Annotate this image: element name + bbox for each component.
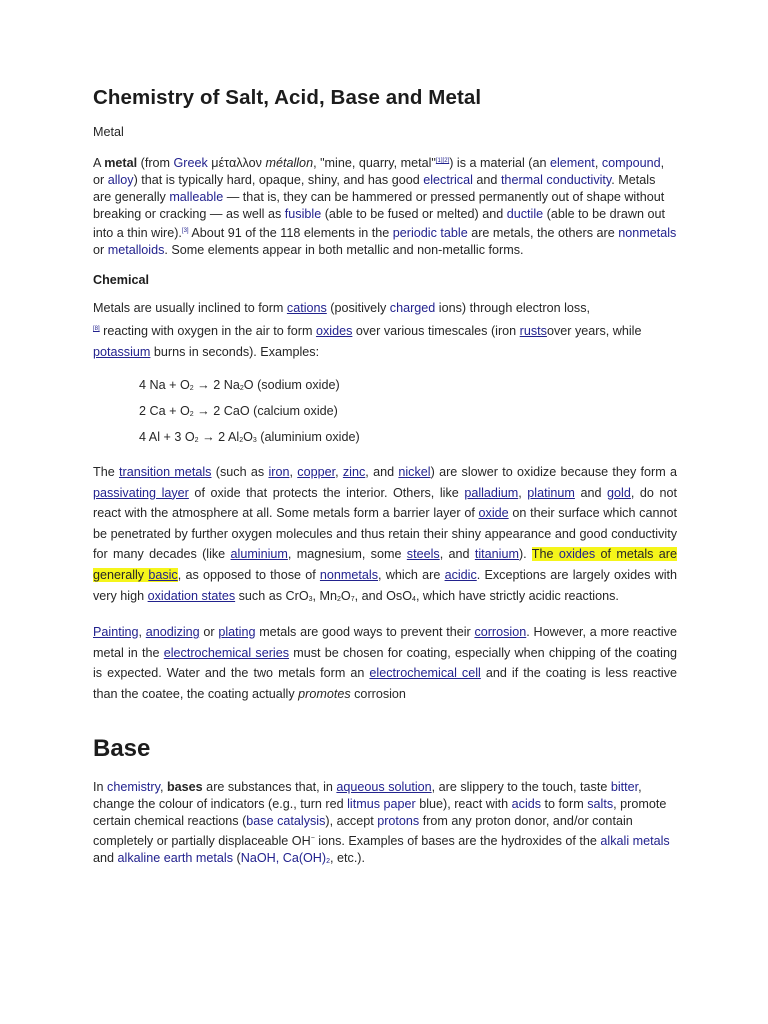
document-title: Chemistry of Salt, Acid, Base and Metal: [93, 86, 482, 109]
text: on their surface which cannot be penetrated by further oxygen molecules and thus retain their shiny appearance and good conductivity for many decades (like: [93, 506, 677, 562]
text: (from: [137, 156, 174, 171]
text: , etc.).: [330, 850, 366, 865]
link-electrochemical-cell[interactable]: electrochemical cell: [369, 666, 481, 681]
subscript: 2: [337, 595, 341, 603]
text: , do not react with the atmosphere at all. Some metals form a barrier layer of: [93, 485, 677, 521]
link-chemistry[interactable]: chemistry: [107, 779, 160, 794]
link-electrochemical-series[interactable]: electrochemical series: [163, 645, 290, 660]
link-greek[interactable]: Greek: [173, 156, 208, 171]
transition-metals-paragraph: [93, 462, 677, 610]
link-potassium[interactable]: potassium: [93, 344, 151, 359]
link-element[interactable]: element: [550, 156, 595, 171]
promotes-term: promotes: [298, 687, 351, 701]
link-electrical[interactable]: electrical: [423, 173, 473, 188]
link-palladium[interactable]: palladium: [464, 485, 519, 500]
text: burns in seconds). Examples:: [150, 344, 320, 359]
text: (able to be fused or melted) and: [321, 207, 507, 222]
text: ,: [518, 485, 528, 500]
link-metalloids[interactable]: metalloids: [107, 243, 165, 258]
equation-calcium-oxide: [139, 400, 677, 426]
text: , and: [439, 547, 475, 562]
text: The: [531, 547, 559, 562]
text: → 2 CaO (calcium oxide): [193, 404, 338, 419]
link-alkaline-earth-metals[interactable]: alkaline earth metals: [117, 850, 234, 865]
link-malleable[interactable]: malleable: [169, 190, 224, 205]
link-bitter[interactable]: bitter: [610, 779, 639, 794]
text: , which have strictly acidic reactions.: [415, 588, 619, 603]
subscript: 7: [350, 595, 355, 603]
text: O: [243, 430, 253, 445]
text: ).: [518, 547, 532, 562]
link-passivating-layer[interactable]: passivating layer: [93, 485, 189, 500]
text: , "mine, quarry, metal": [313, 156, 436, 171]
link-compound[interactable]: compound: [601, 156, 661, 171]
text: (: [233, 850, 241, 865]
text: over years, while: [546, 324, 642, 339]
chemical-paragraph: [93, 298, 677, 362]
link-oxides[interactable]: oxides: [315, 324, 353, 339]
text: or: [199, 625, 219, 640]
text: ), accept: [325, 813, 378, 828]
text: reacting with oxygen in the air to form: [99, 324, 316, 339]
text: O: [340, 588, 351, 603]
text: A: [93, 156, 105, 171]
equation-sodium-oxide: [139, 374, 677, 400]
link-salts[interactable]: salts: [587, 796, 614, 811]
link-fusible[interactable]: fusible: [284, 207, 322, 222]
link-transition-metals[interactable]: transition metals: [119, 465, 212, 480]
link-oxides-highlight[interactable]: oxides: [558, 547, 596, 562]
text: O (sodium oxide): [243, 378, 340, 393]
text: and: [472, 173, 501, 188]
text: , or: [93, 156, 665, 188]
reference-1-2[interactable]: [1][2]: [435, 158, 450, 164]
text: , and: [365, 465, 399, 480]
link-nonmetals-2[interactable]: nonmetals: [319, 568, 379, 583]
link-steels[interactable]: steels: [406, 547, 440, 562]
text: . Metals are generally: [93, 173, 656, 205]
text: and: [574, 485, 608, 500]
link-alkali-metals[interactable]: alkali metals: [600, 833, 670, 848]
text: (positively: [326, 301, 390, 316]
link-anodizing[interactable]: anodizing: [145, 625, 200, 640]
text: Metals are usually inclined to form: [93, 301, 287, 316]
subscript: 2: [194, 437, 199, 445]
text: → 2 Al: [198, 430, 240, 445]
link-painting[interactable]: Painting: [93, 625, 139, 640]
link-corrosion[interactable]: corrosion: [474, 625, 527, 640]
text: and: [93, 850, 118, 865]
equation-aluminium-oxide: [139, 426, 677, 452]
link-protons[interactable]: protons: [377, 813, 420, 828]
text: 4 Al + 3 O: [139, 430, 195, 445]
text: (aluminium oxide): [256, 430, 360, 445]
text: ) that is typically hard, opaque, shiny, and has good: [133, 173, 424, 188]
text: , promote certain chemical reactions (: [93, 796, 667, 828]
link-ductile[interactable]: ductile: [506, 207, 544, 222]
text: are metals, the others are: [467, 226, 619, 241]
link-gold[interactable]: gold: [607, 485, 631, 500]
text: , which are: [378, 568, 445, 583]
link-iron[interactable]: iron: [268, 465, 290, 480]
text: 4 Na + O: [139, 378, 190, 393]
document-page: [93, 84, 677, 882]
text: corrosion: [350, 687, 406, 701]
subscript: 4: [412, 595, 416, 603]
text: → 2 Na: [193, 378, 240, 393]
link-basic[interactable]: basic: [148, 568, 178, 583]
text: over various timescales (iron: [352, 324, 520, 339]
text: ) is a material (an: [449, 156, 550, 171]
link-nickel[interactable]: nickel: [398, 465, 431, 480]
text: such as CrO: [235, 588, 309, 603]
text: ions. Examples of bases are the hydroxides of the: [314, 833, 601, 848]
text: About 91 of the 118 elements in the: [188, 226, 393, 241]
text: . However, a more reactive metal in the: [93, 625, 677, 660]
text: or: [93, 243, 108, 258]
link-plating[interactable]: plating: [218, 625, 256, 640]
text: μέταλλον: [207, 156, 266, 171]
corrosion-paragraph: [93, 622, 677, 704]
text: — that is, they can be hammered or pressed permanently out of shape without breaking or cracking — as well as: [93, 190, 665, 222]
metal-paragraph: [93, 153, 677, 259]
text: from any proton donor, and/or contain completely or partially displaceable OH: [93, 813, 633, 848]
text: , change the colour of indicators (e.g., turn red: [93, 779, 642, 811]
subscript: 2: [189, 411, 194, 419]
text: . Exceptions are largely oxides with very high: [93, 568, 678, 603]
text: metals are good ways to prevent their: [255, 625, 475, 640]
link-nonmetals[interactable]: nonmetals: [618, 226, 677, 241]
base-paragraph: [93, 779, 677, 870]
link-acids[interactable]: acids: [511, 796, 542, 811]
text: (able to be drawn out into a thin wire).: [93, 207, 665, 241]
text: blue), react with: [415, 796, 512, 811]
text: ,: [594, 156, 602, 171]
link-charged[interactable]: charged: [389, 301, 436, 316]
text: , magnesium, some: [287, 547, 407, 562]
link-zinc[interactable]: zinc: [342, 465, 366, 480]
text: ,: [159, 779, 167, 794]
link-periodic-table[interactable]: periodic table: [392, 226, 468, 241]
link-aluminium[interactable]: aluminium: [230, 547, 288, 562]
link-acidic[interactable]: acidic: [444, 568, 477, 583]
text: ,: [289, 465, 298, 480]
link-thermal-conductivity[interactable]: thermal conductivity: [500, 173, 612, 188]
subscript: 2: [326, 857, 331, 865]
text: In: [93, 779, 108, 794]
text: NaOH, Ca(OH): [240, 850, 327, 865]
link-oxidation-states[interactable]: oxidation states: [147, 588, 236, 603]
text: ) are slower to oxidize because they form a: [430, 465, 678, 480]
link-rusts[interactable]: rusts: [519, 324, 547, 339]
chemical-heading: Chemical: [93, 273, 149, 288]
subscript: 3: [252, 437, 257, 445]
text: to form: [541, 796, 588, 811]
equation-list: [93, 374, 677, 452]
metallon-term: métallon: [265, 156, 314, 171]
text: ,: [335, 465, 343, 480]
text: ions) through electron loss,: [435, 301, 591, 316]
text: ,: [138, 625, 146, 640]
link-platinum[interactable]: platinum: [527, 485, 575, 500]
link-aqueous-solution[interactable]: aqueous solution: [336, 779, 432, 794]
link-base-catalysis[interactable]: base catalysis: [246, 813, 326, 828]
link-litmus-paper[interactable]: litmus paper: [347, 796, 416, 811]
text: (such as: [211, 465, 269, 480]
subscript: 2: [239, 385, 244, 393]
text: The: [93, 465, 119, 480]
link-cations[interactable]: cations: [286, 301, 327, 316]
metal-term: metal: [104, 156, 138, 171]
text: , are slippery to the touch, taste: [431, 779, 611, 794]
subscript: 3: [308, 595, 313, 603]
metal-label: Metal: [93, 125, 124, 139]
reference-8[interactable]: [8]: [93, 325, 100, 332]
link-oxide[interactable]: oxide: [478, 506, 509, 521]
text: must be chosen for coating, especially when chipping of the coating is expected. Water and the two metals form an: [93, 645, 677, 681]
text: , as opposed to those of: [177, 568, 320, 583]
text: , and OsO: [354, 588, 413, 603]
subscript: 2: [189, 385, 194, 393]
link-copper[interactable]: copper: [297, 465, 336, 480]
text: , Mn: [312, 588, 338, 603]
text: are substances that, in: [202, 779, 337, 794]
text: 2 Ca + O: [139, 404, 190, 419]
bases-term: bases: [166, 779, 203, 794]
text: . Some elements appear in both metallic and non-metallic forms.: [164, 243, 524, 258]
link-naoh-caoh2[interactable]: [241, 851, 330, 865]
subscript: 2: [239, 437, 244, 445]
text: of oxide that protects the interior. Others, like: [188, 485, 465, 500]
link-titanium[interactable]: titanium: [474, 547, 519, 562]
superscript: −: [310, 834, 315, 842]
link-alloy[interactable]: alloy: [107, 173, 134, 188]
text: of metals are generally: [93, 547, 677, 583]
base-heading: Base: [93, 734, 151, 762]
text: and if the coating is less reactive than the coatee, the coating actually: [93, 666, 677, 701]
reference-3[interactable]: [3]: [181, 228, 189, 235]
